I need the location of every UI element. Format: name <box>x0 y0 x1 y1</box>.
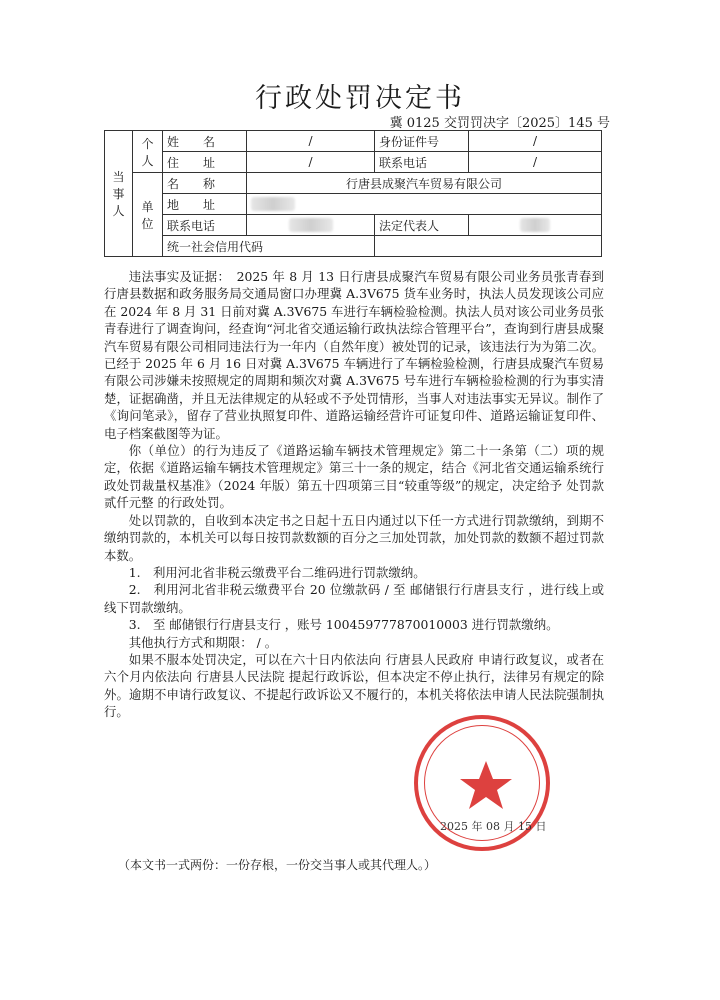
document-number: 冀 0125 交罚罚决字〔2025〕145 号 <box>389 116 610 131</box>
name-label: 姓 名 <box>163 131 247 152</box>
redacted-block <box>520 218 550 232</box>
unit-address-value <box>247 194 602 215</box>
copies-note: （本文书一式两份：一份存根，一份交当事人或其代理人。） <box>118 858 437 872</box>
id-label: 身份证件号 <box>375 131 469 152</box>
unit-phone-label: 联系电话 <box>163 215 247 236</box>
payment-method-3: 3. 至 邮储银行行唐县支行 ，账号 100459777870010003 进行罚款缴纳。 <box>128 617 559 633</box>
document-title: 行政处罚决定书 <box>255 83 465 114</box>
legal-basis-paragraph: 你（单位）的行为违反了《道路运输车辆技术管理规定》第二十一条第（二）项的规定，依据《道路运输车辆技术管理规定》第三十一条的规定，结合《河北省交通运输系统行政处罚裁量权基准》（2024 年版）第五十四项第三目“较重等级”的规定，决定给予 处罚款贰仟元整 的行政处罚。 <box>104 443 604 511</box>
party-info-table <box>104 130 602 257</box>
unit-name-value: 行唐县成聚汽车贸易有限公司 <box>247 173 602 194</box>
redacted-block <box>251 197 295 211</box>
other-execution-paragraph: 其他执行方式和期限： / 。 <box>128 634 278 650</box>
payment-method-1: 1. 利用河北省非税云缴费平台二维码进行罚款缴纳。 <box>128 564 426 580</box>
address-label: 住 址 <box>163 152 247 173</box>
payment-terms-paragraph: 处以罚款的，自收到本决定书之日起十五日内通过以下任一方式进行罚款缴纳，到期不缴纳罚款的，本机关可以每日按罚款数额的百分之三加处罚款，加处罚款的数额不超过罚款本数。 <box>104 512 604 563</box>
name-value: / <box>247 131 375 152</box>
decision-body <box>104 268 604 721</box>
unit-name-label: 名 称 <box>163 173 247 194</box>
id-value: / <box>469 131 602 152</box>
unit-phone-value <box>247 215 375 236</box>
violation-facts-paragraph: 违法事实及证据： 2025 年 8 月 13 日行唐县成聚汽车贸易有限公司业务员张青春到行唐县数据和政务服务局交通局窗口办理冀 A.3V675 货车业务时，执法人员发现该公司应在 2024 年 8 月 31 日前对冀 A.3V675 车进行车辆检验检测。执法人员对该公司业务员张青春进行了调查询问，经查询“河北省交通运输行政执法综合管理平台”，查询到行唐县成聚汽车贸易有限公司相同违法行为一年内（自然年度）被处罚的记录，该违法行为为第二次。已经于 2025 年 6 月 16 日对冀 A.3V675 车辆进行了车辆检验检测，行唐县成聚汽车贸易有限公司涉嫌未按照规定的周期和频次对冀 A.3V675 号车进行车辆检验检测的行为事实清楚，证据确凿，并且无法律规定的从轻或不予处罚情形，当事人对违法事实无异议。制作了《询问笔录》，留存了营业执照复印件、道路运输经营许可证复印件、道路运输证复印件、电子档案截图等为证。 <box>104 269 604 441</box>
issue-date: 2025 年 08 月 15 日 <box>440 820 547 833</box>
unit-label: 单位 <box>133 173 163 257</box>
appeal-rights-paragraph: 如果不服本处罚决定，可以在六十日内依法向 行唐县人民政府 申请行政复议，或者在六个月内依法向 行唐县人民法院 提起行政诉讼，但本决定不停止执行，法律另有规定的除外。逾期不申请行政复议、不提起行政诉讼又不履行的，本机关将依法申请人民法院强制执行。 <box>104 651 604 720</box>
credit-code-label: 统一社会信用代码 <box>163 236 375 257</box>
phone-value: / <box>469 152 602 173</box>
individual-label: 个人 <box>133 131 163 173</box>
redacted-block <box>289 218 333 232</box>
legal-rep-value <box>469 215 602 236</box>
payment-method-2: 2. 利用河北省非税云缴费平台 20 位缴款码 / 至 邮储银行行唐县支行 ，进行线上或线下罚款缴纳。 <box>104 582 604 615</box>
phone-label: 联系电话 <box>375 152 469 173</box>
party-label: 当事人 <box>105 131 133 257</box>
legal-rep-label: 法定代表人 <box>375 215 469 236</box>
unit-address-label: 地 址 <box>163 194 247 215</box>
credit-code-value <box>375 236 602 257</box>
address-value: / <box>247 152 375 173</box>
seal-star-icon <box>418 719 554 855</box>
